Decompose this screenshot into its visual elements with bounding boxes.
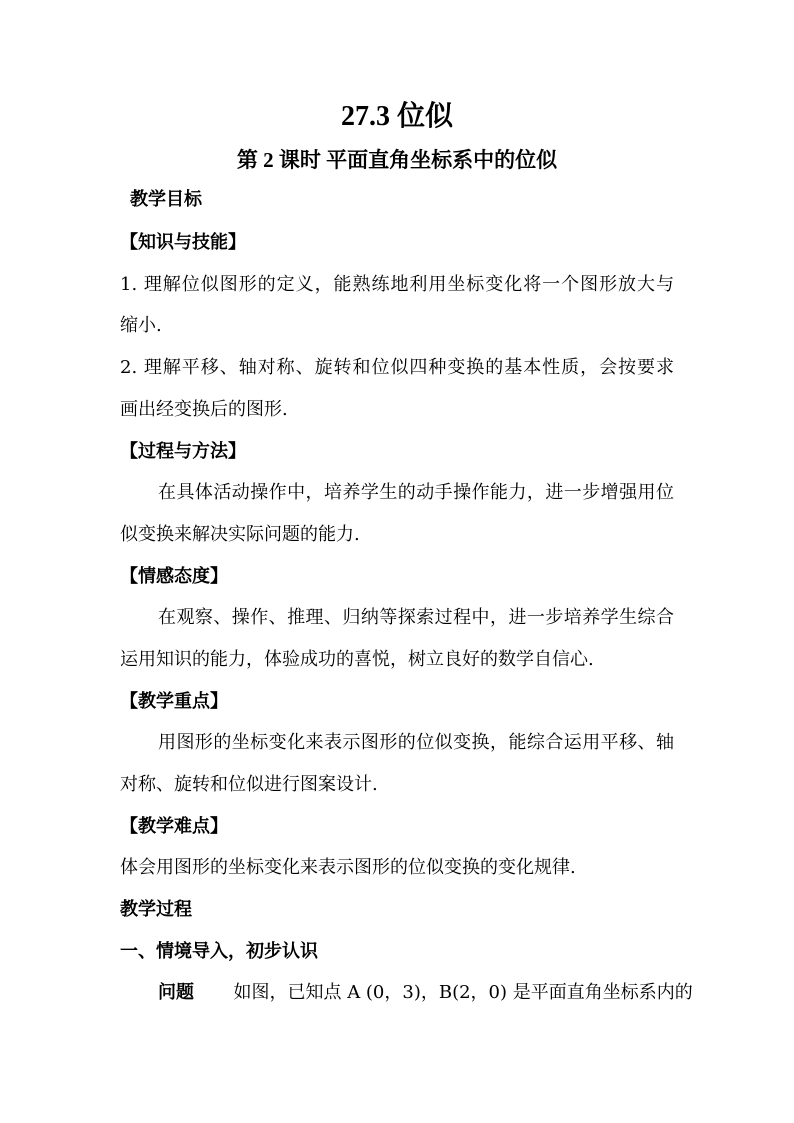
objectives-heading: 教学目标	[130, 189, 202, 210]
procedure-heading: 教学过程	[120, 899, 192, 920]
difficulty-heading: 【教学难点】	[120, 816, 228, 837]
question-text: 如图，已知点 A (0，3)，B(2，0) 是平面直角坐标系内的	[233, 982, 693, 1003]
process-paragraph-line-2: 似变换来解决实际问题的能力.	[120, 524, 360, 545]
knowledge-item-1-line-1: 1. 理解位似图形的定义，能熟练地利用坐标变化将一个图形放大与	[120, 274, 674, 295]
difficulty-line-1: 体会用图形的坐标变化来表示图形的位似变换的变化规律.	[120, 857, 576, 878]
question-label: 问题	[158, 982, 194, 1003]
question-line	[158, 981, 693, 1005]
knowledge-item-1-line-2: 缩小.	[120, 315, 162, 336]
document-subtitle: 第 2 课时 平面直角坐标系中的位似	[236, 148, 558, 172]
key-points-heading: 【教学重点】	[120, 691, 228, 712]
knowledge-heading: 【知识与技能】	[120, 232, 246, 253]
emotion-paragraph-line-1: 在观察、操作、推理、归纳等探索过程中，进一步培养学生综合	[158, 607, 674, 628]
emotion-paragraph-line-2: 运用知识的能力，体验成功的喜悦，树立良好的数学自信心.	[120, 649, 594, 670]
knowledge-item-2-line-1: 2. 理解平移、轴对称、旋转和位似四种变换的基本性质，会按要求	[120, 357, 674, 378]
section-1-heading: 一、情境导入，初步认识	[120, 941, 318, 962]
emotion-heading: 【情感态度】	[120, 566, 228, 587]
knowledge-item-2-line-2: 画出经变换后的图形.	[120, 399, 288, 420]
key-points-line-1: 用图形的坐标变化来表示图形的位似变换，能综合运用平移、轴	[158, 732, 674, 753]
process-heading: 【过程与方法】	[120, 441, 246, 462]
key-points-line-2: 对称、旋转和位似进行图案设计.	[120, 774, 378, 795]
process-paragraph-line-1: 在具体活动操作中，培养学生的动手操作能力，进一步增强用位	[158, 482, 674, 503]
document-title: 27.3 位似	[340, 101, 453, 132]
